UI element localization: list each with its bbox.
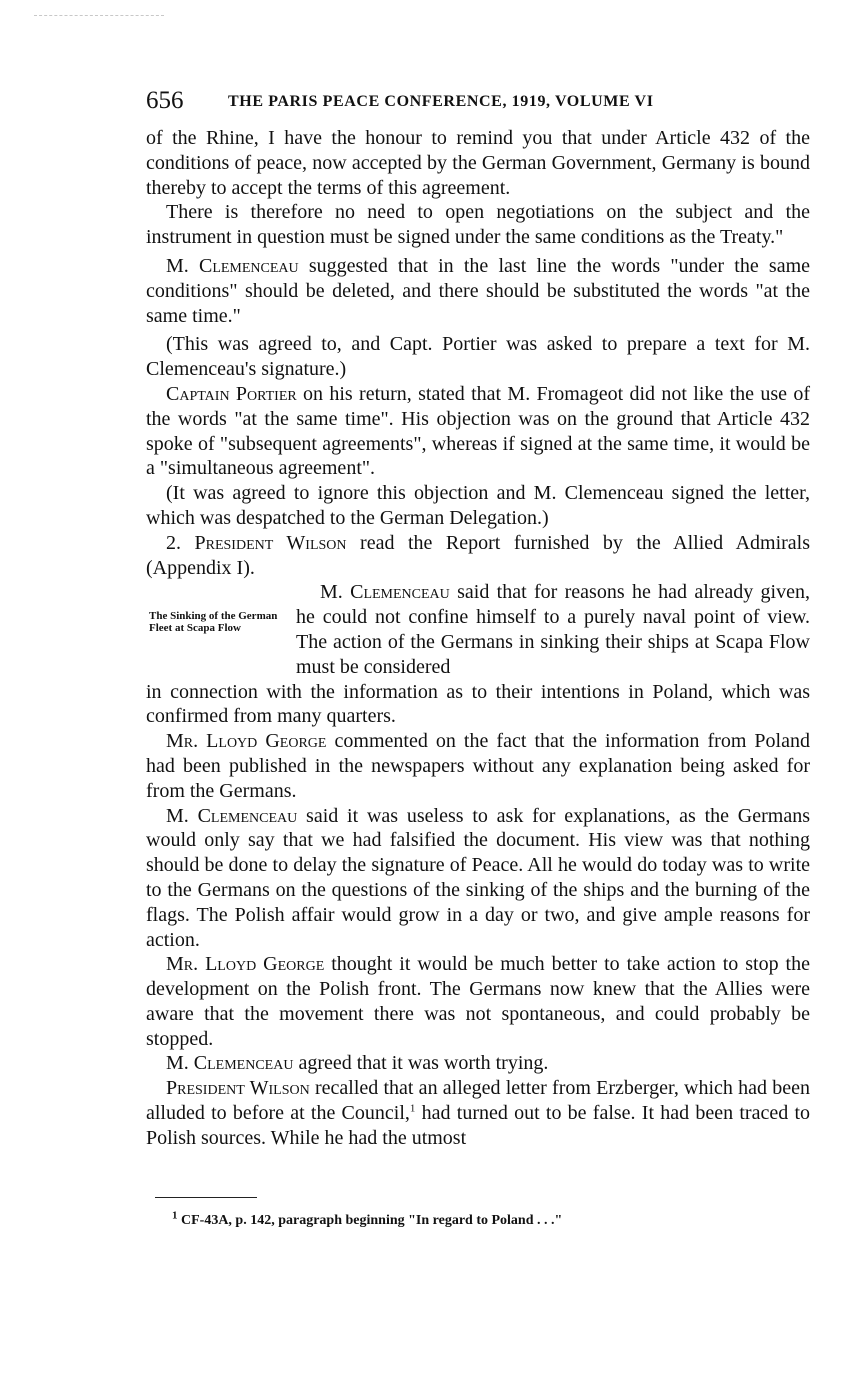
speaker-name: Mr. Lloyd George	[166, 953, 325, 976]
paragraph-2: There is therefore no need to open negotiations on the subject and the instrument in question must be signed under the same conditions as the Treaty."	[146, 201, 810, 249]
footnote-rule	[155, 1197, 257, 1198]
speaker-name: M. Clemenceau	[166, 1052, 294, 1075]
margin-note: The Sinking of the German Fleet at Scapa Flow	[149, 610, 278, 635]
speaker-name: M. Clemenceau	[166, 804, 298, 827]
running-title: THE PARIS PEACE CONFERENCE, 1919, VOLUME VI	[228, 93, 654, 110]
paragraph-3: M. Clemenceau suggested that in the last line the words "under the same conditions" should be deleted, and there should be substituted the words "at the same time."	[146, 254, 811, 327]
speaker-name: President Wilson	[166, 1077, 310, 1100]
paragraph-9: Mr. Lloyd George commented on the fact that the information from Poland had been published in the newspapers without any explanation being asked for from the Germans.	[146, 730, 810, 802]
speaker-name: Mr. Lloyd George	[166, 730, 327, 753]
paragraph-4: (This was agreed to, and Capt. Portier was asked to prepare a text for M. Clemenceau's signature.)	[146, 333, 810, 381]
paragraph-11: Mr. Lloyd George thought it would be much better to take action to stop the development on the Polish front. The Germans now knew that the Allies were aware that the movement there was not spontaneous, and could probably be stopped.	[146, 953, 810, 1050]
sidenote-block	[146, 580, 810, 679]
paragraph-10: M. Clemenceau said it was useless to ask for explanations, as the Germans would only say that we had falsified the document. His view was that nothing should be done to delay the signature of Peace. All he would do today was to write to the Germans on the questions of the sinking of the ships and the burning of the flags. The Polish affair would grow in a day or two, and give ample reasons for action.	[146, 804, 810, 951]
speaker-name: M. Clemenceau	[320, 581, 450, 604]
scan-artifact-line	[34, 15, 164, 16]
paragraph-8: M. Clemenceau said that for reasons he had already given, he could not confine himself to a purely naval point of view. The action of the Germans in sinking their ships at Scapa Flow must be considered	[296, 581, 810, 678]
paragraph-12: M. Clemenceau agreed that it was worth trying.	[166, 1052, 549, 1075]
footnote: $^1$ CF-43A, p. 142, paragraph beginning "In regard to Poland . . ."	[172, 1209, 563, 1228]
speaker-name: President Wilson	[194, 531, 347, 554]
paragraph-6: (It was agreed to ignore this objection and M. Clemenceau signed the letter, which was despatched to the German Delegation.)	[146, 482, 810, 529]
paragraph-5: Captain Portier on his return, stated that M. Fromageot did not like the use of the words "at the same time". His objection was on the ground that Article 432 spoke of "subsequent agreements", whereas if signed at the same time, it would be a "simultaneous agreement".	[146, 382, 810, 480]
page-header	[146, 86, 810, 116]
paragraph-1: of the Rhine, I have the honour to remind you that under Article 432 of the conditions of peace, now accepted by the German Government, Germany is bound thereby to accept the terms of this agreement.	[146, 127, 810, 199]
speaker-name: M. Clemenceau	[166, 254, 299, 277]
paragraph-8-continued: in connection with the information as to their intentions in Poland, which was confirmed from many quarters.	[146, 680, 810, 728]
paragraph-13: President Wilson recalled that an alleged letter from Erzberger, which had been alluded to before at the Council,$^1$ had turned out to be false. It had been traced to Polish sources. While he had the utmost	[146, 1077, 811, 1149]
page-number: 656	[146, 87, 184, 114]
speaker-name: Captain Portier	[166, 382, 297, 405]
footnote-marker: 1	[172, 1209, 178, 1222]
body-text	[146, 126, 810, 1151]
paragraph-7: 2. President Wilson read the Report furnished by the Allied Admirals (Appendix I).	[146, 531, 810, 579]
footnote-reference: 1	[409, 1102, 416, 1115]
